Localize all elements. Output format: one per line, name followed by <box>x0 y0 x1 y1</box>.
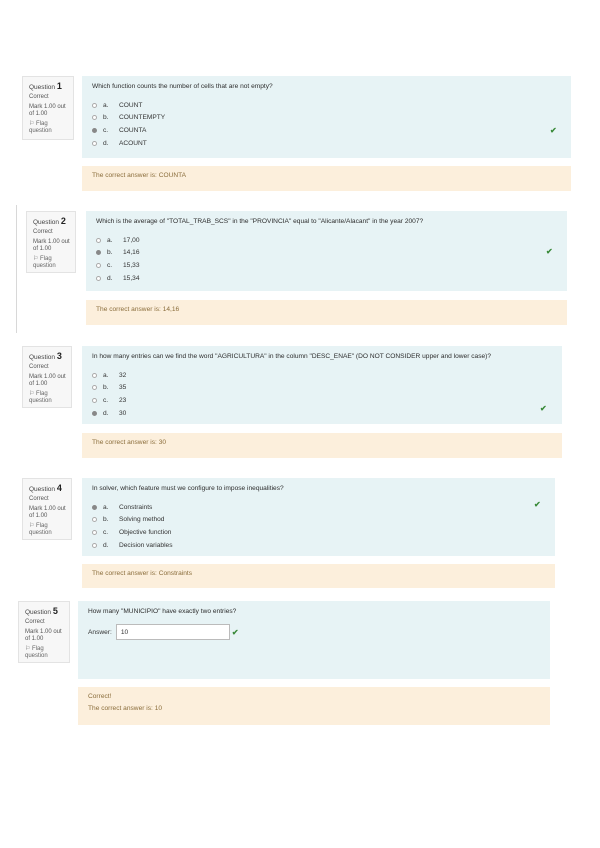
question-formulation <box>82 478 555 556</box>
question-mark: Mark 1.00 out of 1.00 <box>29 374 66 387</box>
feedback-title: Correct! <box>88 693 112 700</box>
correct-check-icon: ✔ <box>550 126 557 135</box>
question-state: Correct <box>29 364 49 370</box>
question-formulation <box>86 211 567 291</box>
radio-button[interactable] <box>92 141 97 146</box>
question-info <box>22 76 74 140</box>
radio-button-selected[interactable] <box>92 411 97 416</box>
option-d[interactable]: d. ACOUNT <box>92 137 561 150</box>
flag-question-link[interactable]: ⚐ Flag question <box>29 523 52 536</box>
feedback-box <box>86 300 567 325</box>
answer-label: Answer: <box>88 628 112 636</box>
option-b[interactable]: b. COUNTEMPTY <box>92 112 561 125</box>
option-c[interactable]: c. 23 <box>92 394 552 407</box>
question-text: Which is the average of "TOTAL_TRAB_SCS" in the "PROVINCIA" equal to "Alicante/Alacant" in the year 2007? <box>96 218 424 225</box>
question-formulation <box>82 76 571 158</box>
option-a[interactable]: a. COUNT <box>92 99 561 112</box>
radio-button-selected[interactable] <box>92 128 97 133</box>
radio-button[interactable] <box>92 530 97 535</box>
question-text: In how many entries can we find the word "AGRICULTURA" in the column "DESC_ENAE" (DO NOT CONSIDER upper and lower case)? <box>92 353 492 360</box>
radio-button[interactable] <box>92 103 97 108</box>
correct-check-icon: ✔ <box>231 627 239 637</box>
option-a[interactable]: a. 32 <box>92 369 552 382</box>
radio-button[interactable] <box>92 517 97 522</box>
question-info <box>22 478 72 540</box>
option-b[interactable]: b. 35 <box>92 382 552 395</box>
correct-answer-text: The correct answer is: COUNTA <box>92 172 187 179</box>
question-number: Question 4 <box>29 483 62 493</box>
option-d[interactable]: d. Decision variables <box>92 539 545 552</box>
option-b[interactable]: b. 14,16 <box>96 247 557 260</box>
option-c[interactable]: c. Objective function <box>92 526 545 539</box>
option-d[interactable]: d. 15,34 <box>96 272 557 285</box>
option-b[interactable]: b. Solving method <box>92 514 545 527</box>
question-state: Correct <box>29 496 49 502</box>
question-mark: Mark 1.00 out of 1.00 <box>25 629 62 642</box>
flag-question-link[interactable]: ⚐ Flag question <box>29 121 52 134</box>
question-number: Question 5 <box>25 606 58 616</box>
question-text: How many "MUNICIPIO" have exactly two entries? <box>88 608 237 615</box>
radio-button[interactable] <box>92 398 97 403</box>
option-c[interactable]: c. 15,33 <box>96 259 557 272</box>
feedback-box <box>78 687 550 725</box>
radio-button[interactable] <box>92 115 97 120</box>
question-info <box>26 211 76 273</box>
radio-button-selected[interactable] <box>92 505 97 510</box>
question-formulation <box>78 601 550 679</box>
question-number: Question 2 <box>33 216 66 226</box>
radio-button-selected[interactable] <box>96 250 101 255</box>
question-mark: Mark 1.00 out of 1.00 <box>29 506 66 519</box>
question-info <box>22 346 72 408</box>
feedback-box <box>82 433 562 458</box>
side-rule <box>16 205 17 333</box>
correct-answer-text: The correct answer is: 14,16 <box>96 306 180 313</box>
question-state: Correct <box>29 94 49 100</box>
radio-button[interactable] <box>96 238 101 243</box>
flag-question-link[interactable]: ⚐ Flag question <box>33 256 56 269</box>
radio-button[interactable] <box>96 276 101 281</box>
correct-answer-text: The correct answer is: Constraints <box>92 570 193 577</box>
radio-button[interactable] <box>92 385 97 390</box>
question-state: Correct <box>25 619 45 625</box>
correct-check-icon: ✔ <box>534 500 541 509</box>
question-state: Correct <box>33 229 53 235</box>
flag-question-link[interactable]: ⚐ Flag question <box>29 391 52 404</box>
feedback-box <box>82 166 571 191</box>
option-a[interactable]: a. 17,00 <box>96 234 557 247</box>
answer-input[interactable]: 10 <box>116 624 230 640</box>
question-number: Question 1 <box>29 81 62 91</box>
question-number: Question 3 <box>29 351 62 361</box>
option-d[interactable]: d. 30 <box>92 407 552 420</box>
question-info <box>18 601 70 663</box>
answer-row <box>88 624 540 640</box>
radio-button[interactable] <box>92 543 97 548</box>
option-c[interactable]: c. COUNTA <box>92 124 561 137</box>
correct-answer-text: The correct answer is: 10 <box>88 705 163 712</box>
question-text: In solver, which feature must we configure to impose inequalities? <box>92 485 284 492</box>
correct-answer-text: The correct answer is: 30 <box>92 439 167 446</box>
question-mark: Mark 1.00 out of 1.00 <box>33 239 70 252</box>
question-formulation <box>82 346 562 424</box>
correct-check-icon: ✔ <box>540 404 547 413</box>
flag-question-link[interactable]: ⚐ Flag question <box>25 646 48 659</box>
question-mark: Mark 1.00 out of 1.00 <box>29 104 66 117</box>
question-text: Which function counts the number of cells that are not empty? <box>92 83 273 90</box>
correct-check-icon: ✔ <box>546 247 553 256</box>
feedback-box <box>82 564 555 588</box>
option-a[interactable]: a. Constraints <box>92 501 545 514</box>
radio-button[interactable] <box>96 263 101 268</box>
radio-button[interactable] <box>92 373 97 378</box>
